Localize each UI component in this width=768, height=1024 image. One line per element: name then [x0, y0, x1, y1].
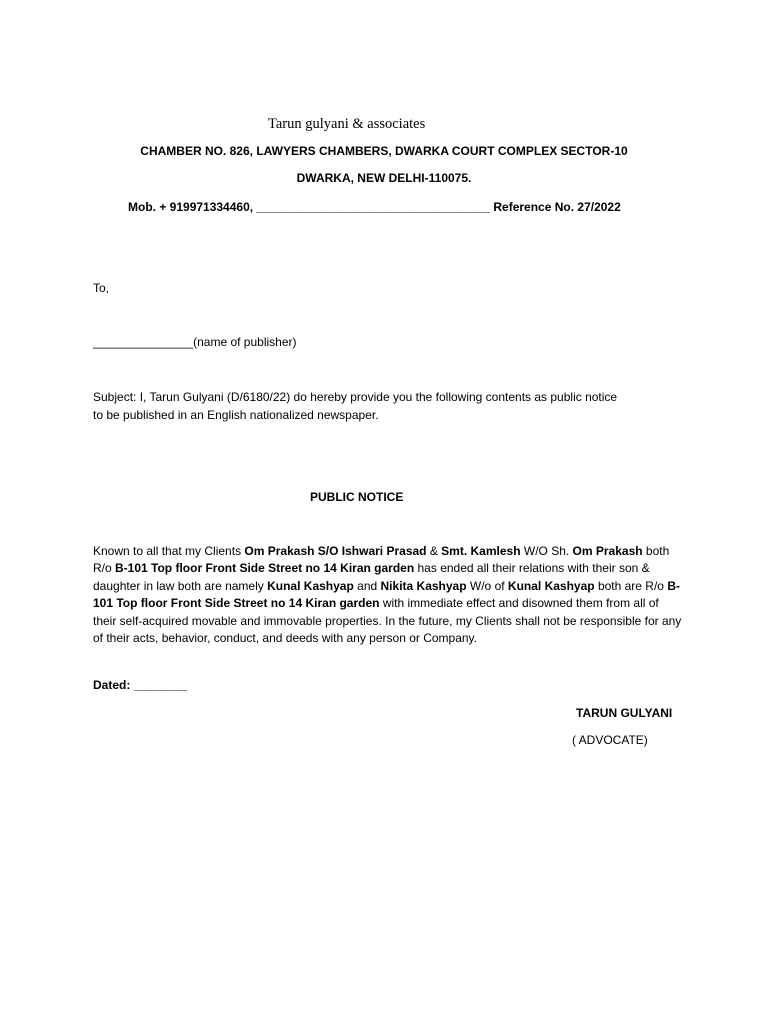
notice-segment: Kunal Kashyap	[267, 578, 354, 593]
notice-segment: Kunal Kashyap	[507, 578, 595, 593]
reference-number: Reference No. 27/2022	[493, 200, 621, 214]
salutation: To,	[93, 281, 110, 295]
notice-segment: both R/o	[93, 544, 670, 576]
notice-segment: Known to all that my Clients	[93, 544, 245, 558]
publisher-line	[93, 333, 297, 351]
notice-title: PUBLIC NOTICE	[310, 490, 404, 504]
address-line-2: DWARKA, NEW DELHI-110075.	[296, 171, 472, 185]
notice-segment: Nikita Kashyap	[380, 578, 467, 593]
notice-segment: &	[426, 544, 442, 558]
notice-body	[93, 543, 683, 647]
notice-segment: has ended all their relations with their son & daughter in law both are namely	[93, 561, 650, 593]
contact-line	[128, 198, 621, 216]
signatory-name: TARUN GULYANI	[576, 706, 673, 720]
subject-line-1: Subject: I, Tarun Gulyani (D/6180/22) do hereby provide you the following contents as public notice	[93, 390, 618, 404]
subject-line-2: to be published in an English nationalized newspaper.	[93, 408, 379, 422]
notice-segment: both are R/o	[594, 578, 668, 593]
notice-segment: Smt. Kamlesh	[441, 544, 521, 558]
address-line-1: CHAMBER NO. 826, LAWYERS CHAMBERS, DWARKA COURT COMPLEX SECTOR-10	[140, 144, 628, 158]
notice-segment: Om Prakash	[572, 544, 643, 558]
notice-segment: Om Prakash S/O Ishwari Prasad	[244, 544, 427, 558]
notice-segment: with immediate effect and disowned them from all of their self-acquired movable and immovable properties. In the future, my Clients shall not be responsible for any of their acts, behavior, conduct, and deeds with any person or Company.	[93, 596, 682, 646]
notice-segment: W/o of	[466, 578, 508, 593]
firm-name: Tarun gulyani & associates	[268, 116, 426, 132]
notice-segment: B-101 Top floor Front Side Street no 14 Kiran garden	[93, 578, 680, 611]
publisher-label: (name of publisher)	[193, 335, 297, 349]
notice-segment: and	[353, 578, 381, 593]
mobile-number: Mob. + 919971334460, ___________________________________	[128, 200, 491, 214]
notice-segment: W/O Sh.	[520, 544, 573, 558]
notice-segment: B-101 Top floor Front Side Street no 14 Kiran garden	[115, 561, 415, 576]
dated-line: Dated: ________	[93, 678, 188, 692]
publisher-blank: _______________	[93, 335, 194, 349]
signatory-designation: ( ADVOCATE)	[572, 733, 648, 747]
